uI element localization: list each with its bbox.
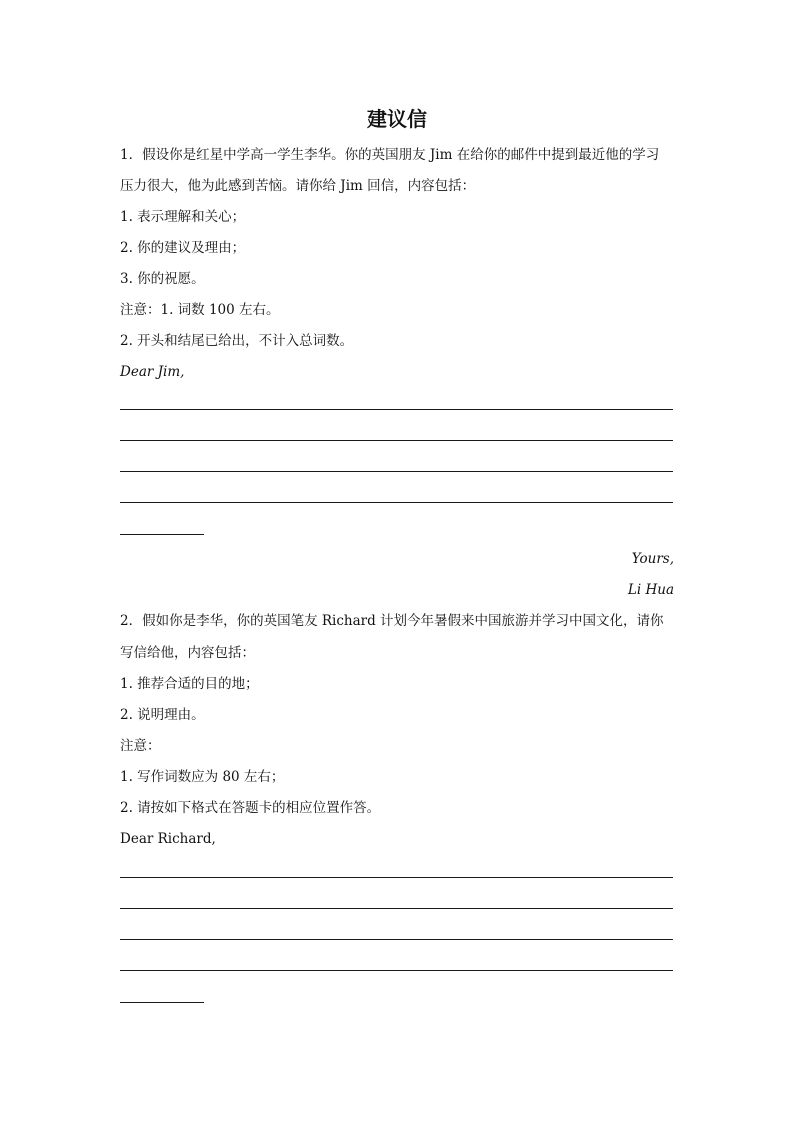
q1-point-2: 2. 你的建议及理由；: [120, 240, 246, 256]
q1-answer-line-1: [120, 409, 673, 410]
q1-greeting: Dear Jim,: [120, 364, 185, 380]
q1-prompt-line-2: 压力很大，他为此感到苦恼。请你给 Jim 回信，内容包括：: [120, 178, 476, 194]
q2-answer-line-2: [120, 908, 673, 909]
q1-answer-line-2: [120, 440, 673, 441]
q1-answer-line-short: [120, 534, 204, 535]
q1-note-1: 注意：1. 词数 100 左右。: [120, 302, 280, 318]
page-title: 建议信: [367, 107, 427, 131]
q2-prompt-line-2: 写信给他，内容包括：: [120, 645, 255, 661]
q2-answer-line-4: [120, 970, 673, 971]
q1-note-2: 2. 开头和结尾已给出，不计入总词数。: [120, 333, 354, 349]
q1-point-1: 1. 表示理解和关心；: [120, 209, 246, 225]
q1-answer-line-4: [120, 502, 673, 503]
q1-signature: Li Hua: [627, 582, 674, 598]
q2-note-1: 1. 写作词数应为 80 左右；: [120, 769, 285, 785]
q1-answer-line-3: [120, 471, 673, 472]
q2-greeting: Dear Richard,: [120, 831, 216, 847]
q2-note-2: 2. 请按如下格式在答题卡的相应位置作答。: [120, 800, 381, 816]
q2-point-2: 2. 说明理由。: [120, 707, 205, 723]
q1-closing: Yours,: [631, 551, 674, 567]
q2-point-1: 1. 推荐合适的目的地；: [120, 676, 259, 692]
q1-prompt-line-1: 1．假设你是红星中学高一学生李华。你的英国朋友 Jim 在给你的邮件中提到最近他的学习: [120, 147, 660, 163]
q2-answer-line-short: [120, 1002, 204, 1003]
q2-answer-line-3: [120, 939, 673, 940]
q1-point-3: 3. 你的祝愿。: [120, 271, 205, 287]
q2-note-label: 注意：: [120, 738, 161, 754]
q2-prompt-line-1: 2．假如你是李华，你的英国笔友 Richard 计划今年暑假来中国旅游并学习中国文化，请你: [120, 613, 664, 629]
q2-answer-line-1: [120, 877, 673, 878]
